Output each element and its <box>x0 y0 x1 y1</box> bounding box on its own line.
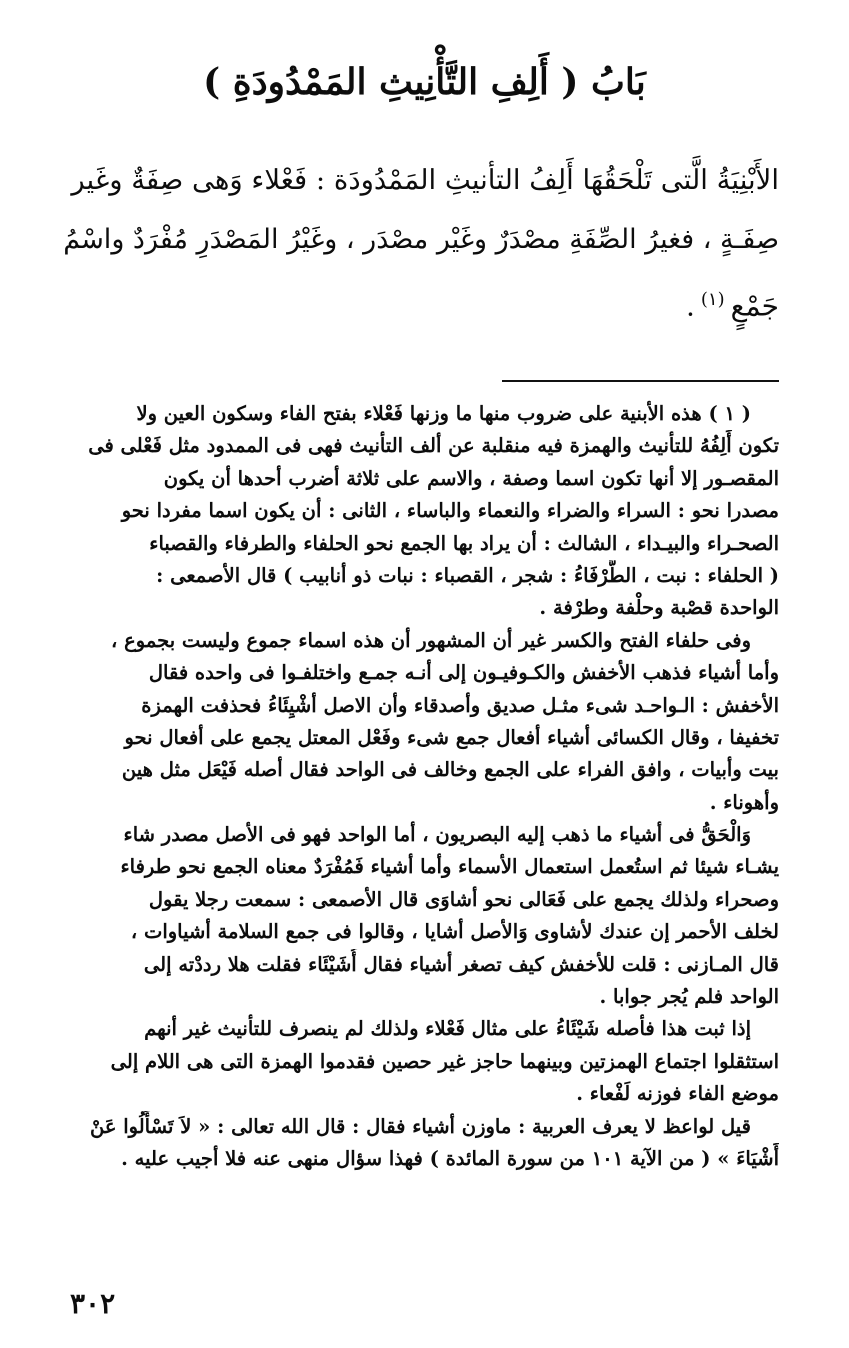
main-line: صِفَـةٍ ، فغيرُ الصِّفَةِ مصْدَرٌ وغَيْر مصْدَر ، وغَيْرُ المَصْدَرِ مُفْرَدٌ واسْمُ <box>63 224 779 255</box>
footnote-line: قال المـازنى : قلت للأخفش كيف تصغر أشياء فقال أُشَيْئَاء فقلت هلا رددْته إلى <box>143 952 779 976</box>
footnote-line: استثقلوا اجتماع الهمزتين وبينهما حاجز غير حصين فقدموا الهمزة التى هى اللام إلى <box>110 1049 779 1073</box>
page-number: ٣٠٢ <box>70 1287 116 1320</box>
chapter-title: بَابُ ( أَلِفِ التَّأْنِيثِ المَمْدُودَةِ ) <box>203 61 646 103</box>
main-paragraph <box>62 150 779 336</box>
footnote-line: يشـاء شيئا ثم استُعمل استعمال الأسماء وأما أشياء فَمُفْرَدٌ معناه الجمع نحو طرفاء <box>120 855 779 879</box>
footnote-line: الواحدة قصْبة وحلْفة وطرْفة . <box>539 596 779 620</box>
footnote-line: إذا ثبت هذا فأصله شَيْئَاءُ على مثال فَعْلاء ولذلك لم ينصرف للتأنيث غير أنهم <box>144 1017 751 1041</box>
footnote-line: الواحد فلم يُجر جوابا . <box>599 985 779 1009</box>
footnote-line: وأهوناء . <box>709 790 779 814</box>
footnote-line: وصحراء ولذلك يجمع على فَعَالى نحو أشاوَى قال الأصمعى : سمعت رجلا يقول <box>148 887 779 911</box>
footnote-line: موضع الفاء فوزنه لَفْعاء . <box>576 1082 779 1106</box>
footnote-line: بيت وأبيات ، وافق الفراء على الجمع وخالف فى الواحد فقال أصله فَيْعَل مثل هين <box>121 758 779 782</box>
footnote-line: قيل لواعظ لا يعرف العربية : ماوزن أشياء فقال : قال الله تعالى : « لاَ تَسْأَلُوا عَنْ <box>89 1114 751 1138</box>
footnote-line: مصدرا نحو : السراء والضراء والنعماء والباساء ، الثانى : أن يكون اسما مفردا نحو <box>121 499 779 523</box>
footnote-line: وَالْحَقُّ فى أشياء ما ذهب إليه البصريون ، أما الواحد فهو فى الأصل مصدر شاء <box>123 823 751 847</box>
footnote-line: تخفيفا ، وقال الكسائى أشياء أفعال جمع شىء وفَعْل المعتل يجمع على أفعال نحو <box>124 725 779 749</box>
footnote-line: الصحـراء والبيـداء ، الشالث : أن يراد بها الجمع نحو الحلفاء والطرفاء والقصباء <box>149 531 779 555</box>
footnote-line: أَشْيَاءَ » ( من الآية ١٠١ من سورة المائدة ) فهذا سؤال منهى عنه فلا أجيب عليه . <box>121 1146 779 1170</box>
footnote-line: لخلف الأحمر إن عندك لأشاوى وَالأصل أشايا ، وقالوا فى جمع السلامة أشياوات ، <box>130 920 779 944</box>
footnote-ref: (١) <box>700 289 725 310</box>
main-line: الأَبْنِيَةُ الَّتى تَلْحَقُهَا أَلِفُ التأنيثِ المَمْدُودَة : فَعْلاء وَهى صِفَةٌ وغَير <box>71 164 779 196</box>
footnote-line: ( ١ ) هذه الأبنية على ضروب منها ما وزنها فَعْلاء بفتح الفاء وسكون العين ولا <box>136 402 751 425</box>
footnotes-block <box>70 398 779 1175</box>
footnote-line: تكون أَلِفُهُ للتأنيث والهمزة فيه منقلبة عن ألف التأنيث فهى فى الممدود مثل فَعْلى فى <box>88 434 779 458</box>
main-line-end: . <box>685 289 695 323</box>
footnote-line: الأخفش : الـواحـد شىء مثـل صديق وأصدقاء وأن الاصل أشْيِئَاءُ فحذفت الهمزة <box>141 693 779 717</box>
footnote-line: المقصـور إلا أنها تكون اسما وصفة ، والاسم على ثلاثة أضرب أحدها أن يكون <box>163 466 779 490</box>
main-line-last <box>62 270 779 336</box>
footnote-line: وفى حلفاء الفتح والكسر غير أن المشهور أن هذه اسماء جموع وليست بجموع ، <box>111 628 751 652</box>
main-line-text: جَمْعٍ <box>730 289 779 323</box>
footnote-line: ( الحلفاء : نبت ، الطَّرْفَاءُ : شجر ، القصباء : نبات ذو أنابيب ) قال الأصمعى : <box>156 563 779 587</box>
footnote-line: وأما أشياء فذهب الأخفش والكـوفيـون إلى أنـه جمـع واختلفـوا فى واحده فقال <box>148 661 779 685</box>
footnote-separator <box>502 380 779 382</box>
